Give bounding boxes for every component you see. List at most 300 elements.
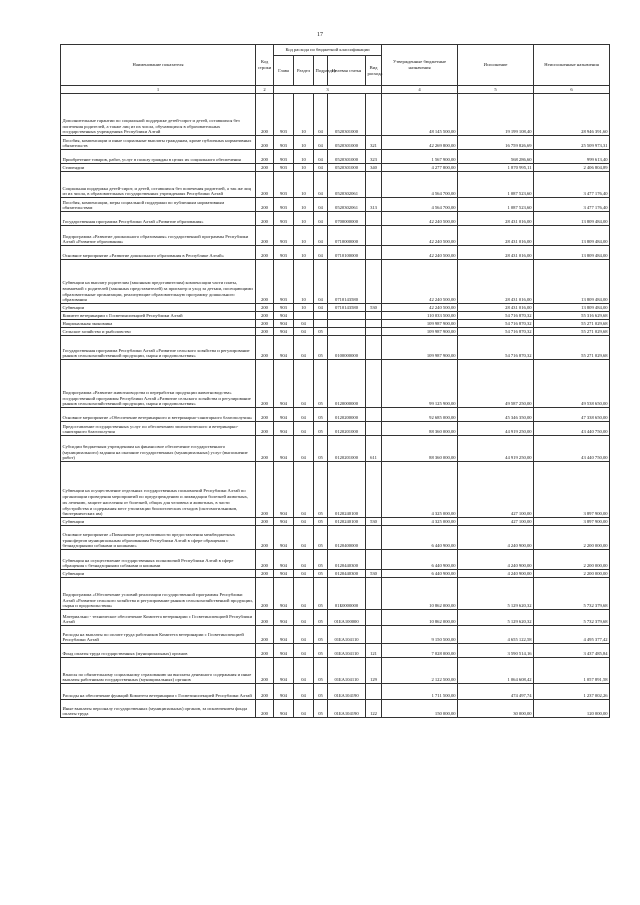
approved-amount: 7 028 000,00 [382,644,458,658]
executed-amount: 28 431 016,00 [458,246,534,260]
section-code: 04 [294,360,314,408]
section-code: 10 [294,226,314,246]
row-name: Комитет ветеринарии с Госветинспекцией Республики Алтай [61,312,256,320]
chapter-code: 904 [274,684,294,700]
approved-amount: 109 987 900,00 [382,320,458,328]
subsection-code: 05 [314,328,328,336]
header-classification: Код расхода по бюджетной классификации [274,45,382,56]
approved-amount: 4 564 700,00 [382,198,458,212]
line-code: 200 [256,684,274,700]
subsection-code: 05 [314,550,328,570]
line-code: 200 [256,658,274,684]
executed-amount: 5 129 620,32 [458,610,534,626]
chapter-code: 904 [274,550,294,570]
subsection-code: 05 [314,462,328,518]
table-row [61,436,610,462]
table-row [61,336,610,360]
unexecuted-amount: 13 809 484,00 [534,260,610,304]
row-name: Взносы по обязательному социальному страхованию на выплаты денежного содержания и иные выплаты работникам государственных (муниципальных) органов [61,658,256,684]
row-name: Приобретение товаров, работ, услуг в пользу граждан в целях их социального обеспечения [61,150,256,164]
line-code: 200 [256,526,274,550]
executed-amount: 54 716 870,32 [458,328,534,336]
row-name: Иные выплаты персоналу государственных (муниципальных) органов, за исключением фонда оплаты труда [61,700,256,718]
target-item-code: 0120240100 [328,518,366,526]
unexecuted-amount: 55 271 029,68 [534,328,610,336]
expense-type-code [366,212,382,226]
approved-amount: 150 000,00 [382,700,458,718]
expense-type-code: 530 [366,518,382,526]
target-item-code: 0520301000 [328,94,366,136]
section-code: 04 [294,328,314,336]
section-code: 04 [294,700,314,718]
section-code: 04 [294,462,314,518]
section-code: 04 [294,658,314,684]
subsection-code: 05 [314,658,328,684]
section-code: 04 [294,610,314,626]
executed-amount: 4 655 122,58 [458,626,534,644]
table-row [61,164,610,172]
table-row [61,246,610,260]
table-row [61,610,610,626]
chapter-code: 904 [274,336,294,360]
approved-amount: 4 277 800,00 [382,164,458,172]
expense-type-code [366,462,382,518]
approved-amount: 88 360 000,00 [382,436,458,462]
expense-type-code: 121 [366,644,382,658]
unexecuted-amount: 43 440 750,00 [534,436,610,462]
chapter-code: 903 [274,304,294,312]
executed-amount: 19 199 108,40 [458,94,534,136]
row-name: Основное мероприятие «Обеспечение ветеринарного и ветеринарно-санитарного благополучия» [61,408,256,422]
approved-amount: 42 240 500,00 [382,246,458,260]
line-code: 200 [256,462,274,518]
table-row [61,422,610,436]
col-number: 3 [274,86,382,94]
table-body [61,94,610,718]
table-row [61,328,610,336]
section-code: 04 [294,320,314,328]
unexecuted-amount: 999 613,40 [534,150,610,164]
chapter-code: 904 [274,320,294,328]
subsection-code: 05 [314,700,328,718]
unexecuted-amount: 2 200 000,00 [534,526,610,550]
chapter-code: 903 [274,136,294,150]
unexecuted-amount: 120 000,00 [534,700,610,718]
section-code: 04 [294,336,314,360]
executed-amount: 568 286,60 [458,150,534,164]
subsection-code: 04 [314,164,328,172]
subsection-code: 05 [314,578,328,610]
expense-type-code: 530 [366,304,382,312]
expense-type-code [366,226,382,246]
table-row [61,360,610,408]
chapter-code: 903 [274,172,294,198]
unexecuted-amount: 55 271 029,68 [534,320,610,328]
chapter-code: 904 [274,518,294,526]
row-name: Субвенции [61,570,256,578]
row-name: Фонд оплаты труда государственных (муниципальных) органов [61,644,256,658]
table-row [61,94,610,136]
expense-type-code [366,610,382,626]
executed-amount: 54 716 870,32 [458,312,534,320]
line-code: 200 [256,700,274,718]
header-line-code: Код строки [256,45,274,86]
row-name: Основное мероприятие «Развитие дошкольного образования в Республике Алтай» [61,246,256,260]
target-item-code: 0120200000 [328,408,366,422]
table-row [61,408,610,422]
unexecuted-amount: 4 495 377,42 [534,626,610,644]
chapter-code: 904 [274,422,294,436]
unexecuted-amount: 1 237 002,26 [534,684,610,700]
line-code: 200 [256,304,274,312]
subsection-code: 05 [314,360,328,408]
unexecuted-amount: 47 338 650,00 [534,408,610,422]
section-code: 10 [294,246,314,260]
approved-amount: 42 240 500,00 [382,260,458,304]
executed-amount: 49 587 250,00 [458,360,534,408]
executed-amount: 30 000,00 [458,700,534,718]
col-number: 6 [534,86,610,94]
section-code: 04 [294,578,314,610]
subsection-code: 05 [314,518,328,526]
table-row [61,304,610,312]
target-item-code: 0710143580 [328,260,366,304]
row-name: Стипендии [61,164,256,172]
target-item-code: 01БА104110 [328,644,366,658]
target-item-code: 0700000000 [328,212,366,226]
row-name: Сельское хозяйство и рыболовство [61,328,256,336]
subsection-code: 05 [314,626,328,644]
target-item-code [328,328,366,336]
chapter-code: 904 [274,436,294,462]
section-code: 10 [294,260,314,304]
table-row [61,320,610,328]
approved-amount: 10 862 000,00 [382,578,458,610]
row-name: Расходы на выплаты по оплате труда работников Комитета ветеринарии с Госветинспекцией Республики Алтай [61,626,256,644]
approved-amount: 99 125 900,00 [382,360,458,408]
expense-type-code [366,328,382,336]
unexecuted-amount: 3 897 900,00 [534,518,610,526]
line-code: 200 [256,172,274,198]
target-item-code: 0710143580 [328,304,366,312]
header-expense-type: Вид расхода [366,56,382,86]
unexecuted-amount: 13 809 484,00 [534,226,610,246]
target-item-code: 0100000000 [328,336,366,360]
expense-type-code [366,260,382,304]
row-name: Пособия, компенсации и иные социальные выплаты гражданам, кроме публичных нормативных обязательств [61,136,256,150]
line-code: 200 [256,320,274,328]
chapter-code: 904 [274,408,294,422]
chapter-code: 903 [274,226,294,246]
chapter-code: 903 [274,246,294,260]
executed-amount: 1 087 523,60 [458,172,534,198]
chapter-code: 903 [274,94,294,136]
target-item-code: 01БА104110 [328,626,366,644]
header-approved: Утвержденные бюджетные назначения [382,45,458,86]
header-executed: Исполнение [458,45,534,86]
target-item-code: 0520301000 [328,150,366,164]
approved-amount: 2 122 500,00 [382,658,458,684]
subsection-code [314,320,328,328]
subsection-code: 04 [314,94,328,136]
line-code: 200 [256,246,274,260]
expense-type-code [366,578,382,610]
budget-execution-table [60,44,610,718]
table-row [61,462,610,518]
line-code: 200 [256,408,274,422]
section-code: 04 [294,526,314,550]
col-number: 1 [61,86,256,94]
row-name: Субвенция на осуществление государственных полномочий Республики Алтай в сфере обращения с безнадзорными собаками и кошками [61,550,256,570]
target-item-code: 0520301000 [328,164,366,172]
approved-amount: 9 150 500,00 [382,626,458,644]
approved-amount: 4 325 000,00 [382,462,458,518]
target-item-code: 01БА100000 [328,610,366,626]
table-row [61,212,610,226]
subsection-code: 04 [314,172,328,198]
approved-amount: 1 711 500,00 [382,684,458,700]
table-row [61,550,610,570]
chapter-code: 904 [274,328,294,336]
expense-type-code [366,94,382,136]
row-name: Субвенции на осуществление отдельных государственных полномочий Республики Алтай по организации проведения мероприятий по предупреждению и ликвидации болезней животных, их лечению, защите населения от болезней, общих для человека и животных, в части обустройства и содержания мест утилизации биологических отходов (скотомогильников, биотермических ям) [61,462,256,518]
section-code: 04 [294,422,314,436]
executed-amount: 4 240 900,00 [458,570,534,578]
unexecuted-amount: 1 057 891,58 [534,658,610,684]
section-code: 04 [294,684,314,700]
row-name: Материально - техническое обеспечение Комитета ветеринарии с Госветинспекцией Республики Алтай [61,610,256,626]
executed-amount: 427 100,00 [458,518,534,526]
approved-amount: 110 033 500,00 [382,312,458,320]
line-code: 200 [256,360,274,408]
expense-type-code: 611 [366,436,382,462]
unexecuted-amount: 28 946 391,60 [534,94,610,136]
target-item-code: 0120440300 [328,570,366,578]
section-code: 10 [294,94,314,136]
header-unexecuted: Неисполненные назначения [534,45,610,86]
target-item-code: 0120240100 [328,462,366,518]
row-name: Дополнительные гарантии по социальной поддержке детей-сирот и детей, оставшихся без попечения родителей, а также лиц из их числа, обучающихся в образовательных государственных учреждениях Республики Алтай [61,94,256,136]
table-row [61,312,610,320]
expense-type-code [366,336,382,360]
subsection-code: 05 [314,436,328,462]
row-name: Пособия, компенсации, меры социальной поддержки по публичным нормативным обязательствам [61,198,256,212]
target-item-code: 0120400000 [328,526,366,550]
target-item-code: 0710000000 [328,226,366,246]
approved-amount: 42 240 500,00 [382,304,458,312]
approved-amount: 92 685 000,00 [382,408,458,422]
row-name: Субвенции [61,304,256,312]
chapter-code: 903 [274,198,294,212]
header-section: Раздел [294,56,314,86]
expense-type-code [366,626,382,644]
chapter-code: 904 [274,360,294,408]
executed-amount: 3 590 514,16 [458,644,534,658]
chapter-code: 904 [274,658,294,684]
expense-type-code: 129 [366,658,382,684]
line-code: 200 [256,150,274,164]
chapter-code: 904 [274,526,294,550]
approved-amount: 4 564 700,00 [382,172,458,198]
table-row [61,198,610,212]
subsection-code: 05 [314,408,328,422]
subsection-code [314,312,328,320]
approved-amount: 6 440 900,00 [382,550,458,570]
section-code: 04 [294,644,314,658]
chapter-code: 904 [274,578,294,610]
approved-amount: 48 145 500,00 [382,94,458,136]
unexecuted-amount: 2 200 000,00 [534,570,610,578]
chapter-code: 904 [274,626,294,644]
section-code: 10 [294,172,314,198]
section-code: 10 [294,136,314,150]
target-item-code: 0520302061 [328,198,366,212]
unexecuted-amount: 5 732 379,68 [534,610,610,626]
approved-amount: 88 360 000,00 [382,422,458,436]
row-name: Субвенции на выплату родителям (законным представителям) компенсации части платы, взимаемой с родителей (законных представителей) за присмотр и уход за детьми, посещающими образовательные организации, реализующие образовательную программу дошкольного образования [61,260,256,304]
executed-amount: 54 716 870,32 [458,320,534,328]
expense-type-code [366,360,382,408]
subsection-code: 05 [314,570,328,578]
executed-amount: 4 240 900,00 [458,550,534,570]
executed-amount: 54 716 870,32 [458,336,534,360]
executed-amount: 474 497,74 [458,684,534,700]
line-code: 200 [256,626,274,644]
line-code: 200 [256,164,274,172]
section-code: 04 [294,626,314,644]
line-code: 200 [256,518,274,526]
line-code: 200 [256,312,274,320]
subsection-code: 04 [314,150,328,164]
executed-amount: 28 431 016,00 [458,304,534,312]
unexecuted-amount: 2 200 000,00 [534,550,610,570]
row-name: Субсидии бюджетным учреждениям на финансовое обеспечение государственного (муниципального) задания на оказание государственных (муниципальных) услуг (выполнение работ) [61,436,256,462]
executed-amount: 5 129 620,32 [458,578,534,610]
col-number: 5 [458,86,534,94]
row-name: Национальная экономика [61,320,256,328]
line-code: 200 [256,336,274,360]
line-code: 200 [256,578,274,610]
row-name: Подпрограмма «Развитие животноводства и переработки продукции животноводства» государственной программы Республики Алтай «Развитие сельского хозяйства и регулирование рынков сельскохозяйственной продукции, сырья и продовольствия» [61,360,256,408]
table-row [61,150,610,164]
executed-amount: 1 870 995,11 [458,164,534,172]
row-name: Социальная поддержка детей-сирот, и детей, оставшихся без попечения родителей, а так же лиц из их числа, в образовательных государственных учреждениях Республики Алтай [61,172,256,198]
section-code: 10 [294,164,314,172]
row-name: Подпрограмма «Развитие дошкольного образования» государственной программы Республики Алтай «Развитие образования» [61,226,256,246]
line-code: 200 [256,644,274,658]
expense-type-code [366,312,382,320]
unexecuted-amount: 5 732 379,68 [534,578,610,610]
table-row [61,570,610,578]
unexecuted-amount: 3 897 900,00 [534,462,610,518]
table-row [61,626,610,644]
target-item-code: 0710100000 [328,246,366,260]
unexecuted-amount: 13 809 484,00 [534,246,610,260]
executed-amount: 44 919 250,00 [458,436,534,462]
expense-type-code [366,408,382,422]
col-number: 4 [382,86,458,94]
table-row [61,172,610,198]
row-name: Расходы на обеспечение функций Комитета ветеринарии с Госветинспекцией Республики Алтай [61,684,256,700]
executed-amount: 28 431 016,00 [458,226,534,246]
table-row [61,526,610,550]
executed-amount: 1 064 608,42 [458,658,534,684]
subsection-code: 04 [314,212,328,226]
unexecuted-amount: 2 406 804,89 [534,164,610,172]
target-item-code: 0520301000 [328,136,366,150]
executed-amount: 1 087 523,60 [458,198,534,212]
approved-amount: 42 240 500,00 [382,212,458,226]
unexecuted-amount: 3 477 176,40 [534,172,610,198]
section-code: 10 [294,212,314,226]
executed-amount: 45 346 350,00 [458,408,534,422]
expense-type-code [366,550,382,570]
table-row [61,136,610,150]
section-code: 04 [294,436,314,462]
unexecuted-amount: 3 477 176,40 [534,198,610,212]
row-name: Государственная программа Республики Алтай «Развитие образования» [61,212,256,226]
approved-amount: 6 440 900,00 [382,570,458,578]
subsection-code: 04 [314,260,328,304]
table-row [61,518,610,526]
table-row [61,658,610,684]
expense-type-code: 340 [366,164,382,172]
target-item-code: 0120201000 [328,436,366,462]
chapter-code: 903 [274,212,294,226]
subsection-code: 05 [314,336,328,360]
expense-type-code [366,172,382,198]
approved-amount: 109 987 900,00 [382,336,458,360]
page-number: 17 [317,32,323,38]
section-code: 04 [294,408,314,422]
executed-amount: 44 919 250,00 [458,422,534,436]
line-code: 200 [256,550,274,570]
col-number: 2 [256,86,274,94]
expense-type-code: 122 [366,700,382,718]
line-code: 200 [256,610,274,626]
expense-type-code [366,526,382,550]
target-item-code [328,320,366,328]
subsection-code: 05 [314,644,328,658]
line-code: 200 [256,136,274,150]
table-row [61,226,610,246]
unexecuted-amount: 3 437 485,84 [534,644,610,658]
section-code: 10 [294,198,314,212]
section-code: 04 [294,550,314,570]
unexecuted-amount: 49 538 650,00 [534,360,610,408]
subsection-code: 05 [314,422,328,436]
subsection-code: 04 [314,226,328,246]
approved-amount: 42 240 500,00 [382,226,458,246]
approved-amount: 42 269 800,00 [382,136,458,150]
expense-type-code [366,684,382,700]
executed-amount: 28 431 016,00 [458,212,534,226]
line-code: 200 [256,94,274,136]
table-row [61,260,610,304]
executed-amount: 28 431 016,00 [458,260,534,304]
line-code: 200 [256,570,274,578]
target-item-code: 0520302061 [328,172,366,198]
section-code: 04 [294,570,314,578]
chapter-code: 904 [274,610,294,626]
target-item-code: 01БА104190 [328,700,366,718]
chapter-code: 904 [274,700,294,718]
expense-type-code: 530 [366,570,382,578]
approved-amount: 10 862 000,00 [382,610,458,626]
chapter-code: 903 [274,164,294,172]
chapter-code: 903 [274,150,294,164]
expense-type-code: 313 [366,198,382,212]
